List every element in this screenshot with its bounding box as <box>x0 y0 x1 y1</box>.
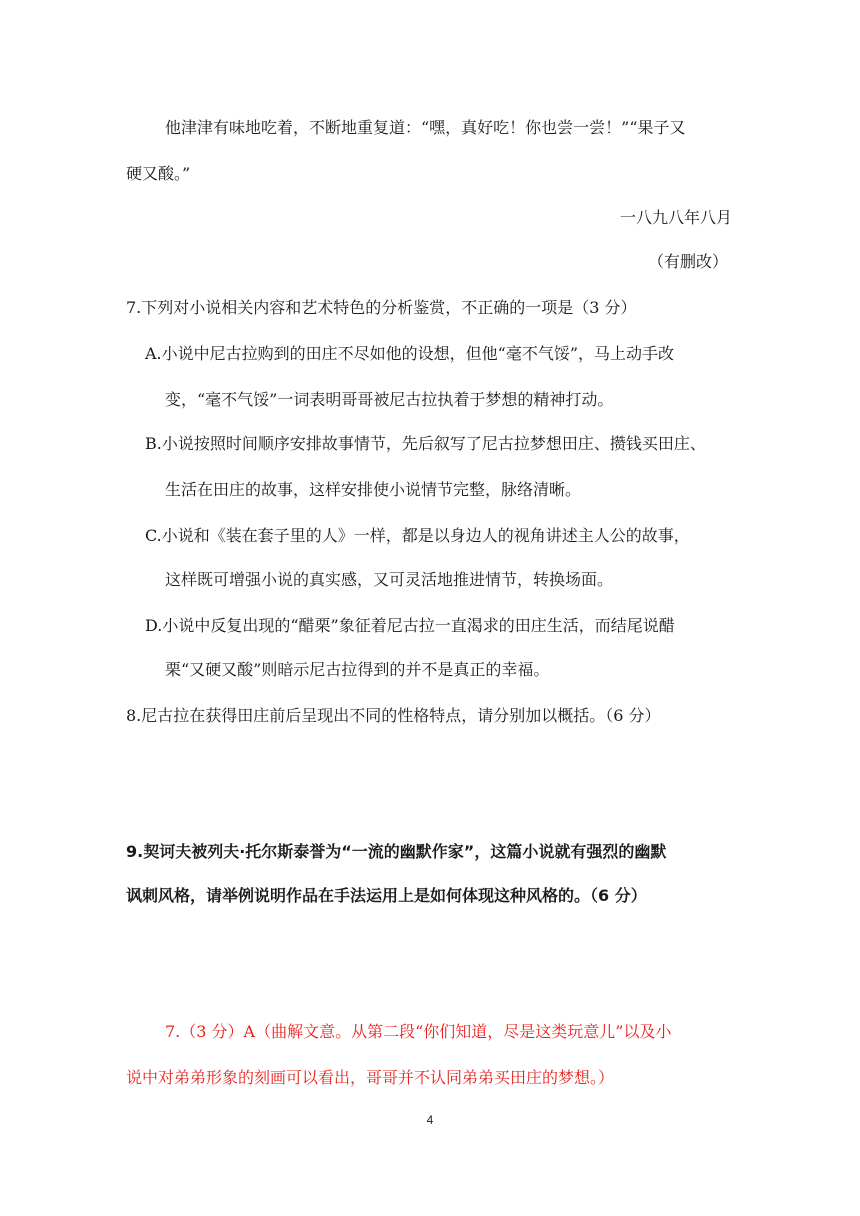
question-7-stem: 7.下列对小说相关内容和艺术特色的分析鉴赏，不正确的一项是（3 分） <box>126 298 637 317</box>
passage-note: （有删改） <box>647 252 728 271</box>
answer-7-line-2: 说中对弟弟形象的刻画可以看出，哥哥并不认同弟弟买田庄的梦想。） <box>126 1068 615 1087</box>
question-7-option-a-line-2: 变，“毫不气馁”一词表明哥哥被尼古拉执着于梦想的精神打动。 <box>165 390 614 409</box>
question-7-option-a-line-1: A.小说中尼古拉购到的田庄不尽如他的设想，但他“毫不气馁”，马上动手改 <box>145 344 675 363</box>
passage-line-1: 他津津有味地吃着，不断地重复道：“嘿，真好吃！你也尝一尝！”“果子又 <box>165 118 686 137</box>
question-9-line-1: 9.契诃夫被列夫·托尔斯泰誉为“一流的幽默作家”，这篇小说就有强烈的幽默 <box>126 842 667 861</box>
question-7-option-c-line-2: 这样既可增强小说的真实感，又可灵活地推进情节，转换场面。 <box>165 570 614 589</box>
question-7-option-c-line-1: C.小说和《装在套子里的人》一样，都是以身边人的视角讲述主人公的故事， <box>145 526 690 545</box>
passage-line-2: 硬又酸。” <box>126 164 191 183</box>
question-7-option-d-line-1: D.小说中反复出现的“醋栗”象征着尼古拉一直渴求的田庄生活，而结尾说醋 <box>145 616 675 635</box>
question-7-option-b-line-2: 生活在田庄的故事，这样安排使小说情节完整，脉络清晰。 <box>165 480 582 499</box>
question-9-line-2: 讽刺风格，请举例说明作品在手法运用上是如何体现这种风格的。（6 分） <box>126 886 647 905</box>
passage-date: 一八九八年八月 <box>619 208 732 227</box>
question-7-option-b-line-1: B.小说按照时间顺序安排故事情节，先后叙写了尼古拉梦想田庄、攒钱买田庄、 <box>145 434 706 453</box>
answer-7-line-1: 7.（3 分）A（曲解文意。从第二段“你们知道，尽是这类玩意儿”以及小 <box>165 1022 672 1041</box>
page-number: 4 <box>426 1113 434 1127</box>
question-7-option-d-line-2: 栗“又硬又酸”则暗示尼古拉得到的并不是真正的幸福。 <box>165 660 550 679</box>
question-8-stem: 8.尼古拉在获得田庄前后呈现出不同的性格特点，请分别加以概括。（6 分） <box>126 706 661 725</box>
